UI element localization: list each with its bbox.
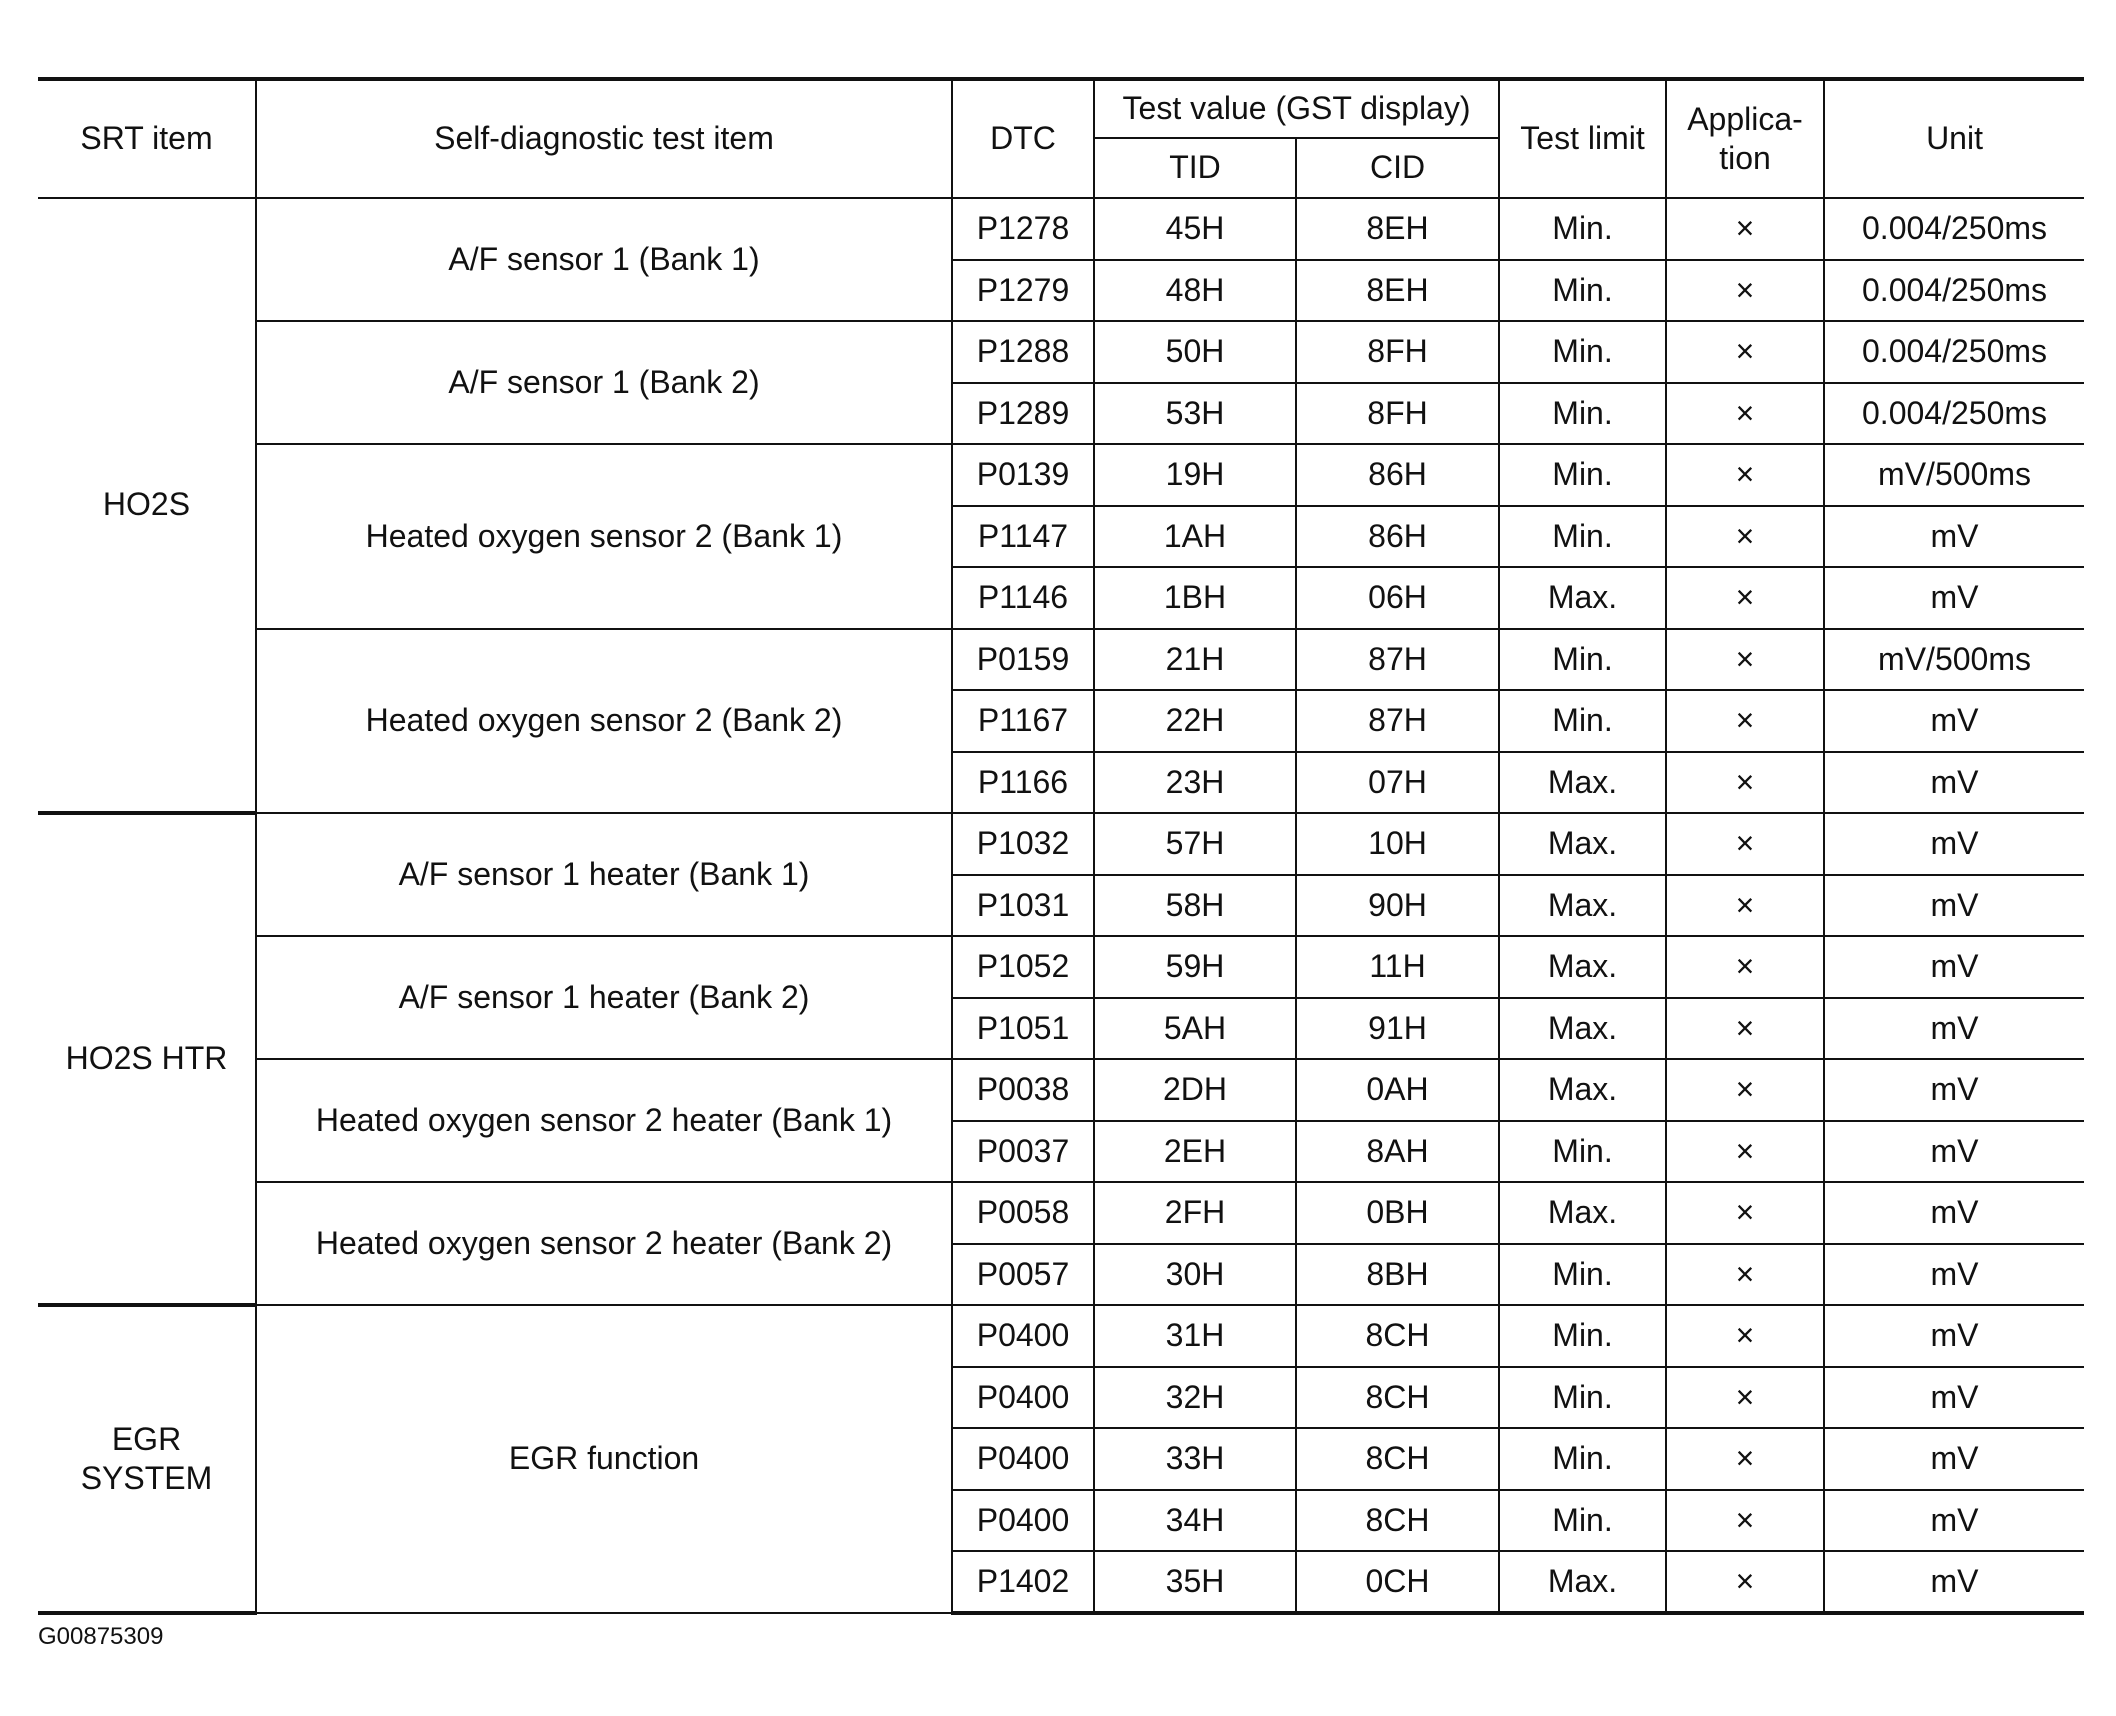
cid-cell: 8FH xyxy=(1296,383,1499,445)
cid-cell: 0BH xyxy=(1296,1182,1499,1244)
test-limit-cell: Min. xyxy=(1499,1121,1666,1183)
dtc-cell: P1279 xyxy=(952,260,1094,322)
header-unit: Unit xyxy=(1824,79,2084,198)
cid-cell: 8BH xyxy=(1296,1244,1499,1306)
application-cell: × xyxy=(1666,629,1824,691)
dtc-cell: P1167 xyxy=(952,690,1094,752)
application-cell: × xyxy=(1666,1182,1824,1244)
dtc-cell: P1166 xyxy=(952,752,1094,814)
tid-cell: 34H xyxy=(1094,1490,1296,1552)
dtc-cell: P1288 xyxy=(952,321,1094,383)
unit-cell: mV/500ms xyxy=(1824,629,2084,691)
unit-cell: mV xyxy=(1824,1551,2084,1613)
unit-cell: 0.004/250ms xyxy=(1824,321,2084,383)
unit-cell: mV xyxy=(1824,752,2084,814)
unit-cell: mV xyxy=(1824,998,2084,1060)
test-limit-cell: Min. xyxy=(1499,1367,1666,1429)
tid-cell: 23H xyxy=(1094,752,1296,814)
tid-cell: 2EH xyxy=(1094,1121,1296,1183)
tid-cell: 1AH xyxy=(1094,506,1296,568)
application-cell: × xyxy=(1666,752,1824,814)
figure-id: G00875309 xyxy=(38,1623,164,1650)
table-row xyxy=(38,813,2084,875)
unit-cell: mV xyxy=(1824,567,2084,629)
table-row xyxy=(38,444,2084,506)
unit-cell: mV/500ms xyxy=(1824,444,2084,506)
test-limit-cell: Min. xyxy=(1499,1490,1666,1552)
unit-cell: mV xyxy=(1824,1367,2084,1429)
tid-cell: 58H xyxy=(1094,875,1296,937)
cid-cell: 8EH xyxy=(1296,260,1499,322)
test-limit-cell: Max. xyxy=(1499,875,1666,937)
header-application: Applica- tion xyxy=(1666,79,1824,198)
test-limit-cell: Min. xyxy=(1499,198,1666,260)
test-limit-cell: Min. xyxy=(1499,444,1666,506)
header-cid: CID xyxy=(1296,138,1499,198)
application-cell: × xyxy=(1666,1305,1824,1367)
tid-cell: 45H xyxy=(1094,198,1296,260)
cid-cell: 8CH xyxy=(1296,1305,1499,1367)
table-row xyxy=(38,936,2084,998)
table-row xyxy=(38,629,2084,691)
dtc-cell: P0159 xyxy=(952,629,1094,691)
tid-cell: 31H xyxy=(1094,1305,1296,1367)
header-test-limit: Test limit xyxy=(1499,79,1666,198)
application-cell: × xyxy=(1666,1244,1824,1306)
dtc-cell: P1031 xyxy=(952,875,1094,937)
header-row xyxy=(38,79,2084,138)
test-item-cell: Heated oxygen sensor 2 (Bank 1) xyxy=(256,444,952,629)
unit-cell: mV xyxy=(1824,1182,2084,1244)
cid-cell: 87H xyxy=(1296,629,1499,691)
table-row xyxy=(38,1059,2084,1121)
dtc-cell: P0038 xyxy=(952,1059,1094,1121)
test-limit-cell: Max. xyxy=(1499,998,1666,1060)
unit-cell: mV xyxy=(1824,506,2084,568)
test-limit-cell: Min. xyxy=(1499,1305,1666,1367)
dtc-cell: P1289 xyxy=(952,383,1094,445)
srt-item-cell: EGR SYSTEM xyxy=(38,1305,256,1613)
tid-cell: 1BH xyxy=(1094,567,1296,629)
application-cell: × xyxy=(1666,506,1824,568)
dtc-cell: P0139 xyxy=(952,444,1094,506)
dtc-cell: P0057 xyxy=(952,1244,1094,1306)
dtc-cell: P1146 xyxy=(952,567,1094,629)
unit-cell: mV xyxy=(1824,1059,2084,1121)
tid-cell: 48H xyxy=(1094,260,1296,322)
dtc-cell: P0400 xyxy=(952,1367,1094,1429)
table-row xyxy=(38,1305,2084,1367)
application-cell: × xyxy=(1666,690,1824,752)
test-limit-cell: Min. xyxy=(1499,629,1666,691)
application-cell: × xyxy=(1666,998,1824,1060)
application-cell: × xyxy=(1666,936,1824,998)
cid-cell: 0CH xyxy=(1296,1551,1499,1613)
test-item-cell: A/F sensor 1 heater (Bank 2) xyxy=(256,936,952,1059)
application-cell: × xyxy=(1666,1367,1824,1429)
tid-cell: 19H xyxy=(1094,444,1296,506)
header-test-value: Test value (GST display) xyxy=(1094,79,1499,138)
test-limit-cell: Min. xyxy=(1499,260,1666,322)
tid-cell: 32H xyxy=(1094,1367,1296,1429)
tid-cell: 5AH xyxy=(1094,998,1296,1060)
unit-cell: mV xyxy=(1824,1121,2084,1183)
unit-cell: mV xyxy=(1824,813,2084,875)
tid-cell: 35H xyxy=(1094,1551,1296,1613)
cid-cell: 8FH xyxy=(1296,321,1499,383)
table-row xyxy=(38,1182,2084,1244)
test-limit-cell: Min. xyxy=(1499,1428,1666,1490)
test-item-cell: Heated oxygen sensor 2 (Bank 2) xyxy=(256,629,952,814)
test-limit-cell: Max. xyxy=(1499,813,1666,875)
unit-cell: 0.004/250ms xyxy=(1824,260,2084,322)
tid-cell: 33H xyxy=(1094,1428,1296,1490)
test-limit-cell: Max. xyxy=(1499,1551,1666,1613)
cid-cell: 06H xyxy=(1296,567,1499,629)
cid-cell: 8CH xyxy=(1296,1367,1499,1429)
test-limit-cell: Min. xyxy=(1499,383,1666,445)
header-self-diagnostic-item: Self-diagnostic test item xyxy=(256,79,952,198)
tid-cell: 22H xyxy=(1094,690,1296,752)
cid-cell: 10H xyxy=(1296,813,1499,875)
unit-cell: mV xyxy=(1824,936,2084,998)
cid-cell: 90H xyxy=(1296,875,1499,937)
unit-cell: 0.004/250ms xyxy=(1824,198,2084,260)
cid-cell: 8CH xyxy=(1296,1490,1499,1552)
test-limit-cell: Max. xyxy=(1499,752,1666,814)
cid-cell: 8AH xyxy=(1296,1121,1499,1183)
application-cell: × xyxy=(1666,1428,1824,1490)
dtc-cell: P1052 xyxy=(952,936,1094,998)
dtc-cell: P0037 xyxy=(952,1121,1094,1183)
application-cell: × xyxy=(1666,198,1824,260)
test-item-cell: Heated oxygen sensor 2 heater (Bank 2) xyxy=(256,1182,952,1305)
dtc-cell: P0058 xyxy=(952,1182,1094,1244)
test-limit-cell: Min. xyxy=(1499,690,1666,752)
dtc-cell: P0400 xyxy=(952,1490,1094,1552)
srt-item-cell: HO2S xyxy=(38,198,256,813)
unit-cell: mV xyxy=(1824,1428,2084,1490)
tid-cell: 50H xyxy=(1094,321,1296,383)
test-item-cell: A/F sensor 1 heater (Bank 1) xyxy=(256,813,952,936)
table-row xyxy=(38,321,2084,383)
cid-cell: 86H xyxy=(1296,444,1499,506)
application-cell: × xyxy=(1666,1059,1824,1121)
tid-cell: 30H xyxy=(1094,1244,1296,1306)
test-limit-cell: Min. xyxy=(1499,1244,1666,1306)
test-item-cell: EGR function xyxy=(256,1305,952,1613)
application-cell: × xyxy=(1666,1121,1824,1183)
cid-cell: 8CH xyxy=(1296,1428,1499,1490)
dtc-cell: P1147 xyxy=(952,506,1094,568)
table-body xyxy=(38,198,2084,1613)
test-item-cell: A/F sensor 1 (Bank 2) xyxy=(256,321,952,444)
dtc-cell: P1278 xyxy=(952,198,1094,260)
dtc-cell: P1402 xyxy=(952,1551,1094,1613)
cid-cell: 86H xyxy=(1296,506,1499,568)
application-cell: × xyxy=(1666,1551,1824,1613)
header-dtc: DTC xyxy=(952,79,1094,198)
application-cell: × xyxy=(1666,813,1824,875)
dtc-cell: P1051 xyxy=(952,998,1094,1060)
application-cell: × xyxy=(1666,321,1824,383)
application-cell: × xyxy=(1666,383,1824,445)
unit-cell: mV xyxy=(1824,1490,2084,1552)
application-cell: × xyxy=(1666,260,1824,322)
dtc-cell: P1032 xyxy=(952,813,1094,875)
test-limit-cell: Min. xyxy=(1499,321,1666,383)
application-cell: × xyxy=(1666,567,1824,629)
header-srt-item: SRT item xyxy=(38,79,256,198)
tid-cell: 2DH xyxy=(1094,1059,1296,1121)
unit-cell: mV xyxy=(1824,1244,2084,1306)
tid-cell: 57H xyxy=(1094,813,1296,875)
tid-cell: 21H xyxy=(1094,629,1296,691)
dtc-cell: P0400 xyxy=(952,1428,1094,1490)
cid-cell: 8EH xyxy=(1296,198,1499,260)
dtc-cell: P0400 xyxy=(952,1305,1094,1367)
table-row xyxy=(38,198,2084,260)
test-limit-cell: Max. xyxy=(1499,936,1666,998)
cid-cell: 07H xyxy=(1296,752,1499,814)
unit-cell: mV xyxy=(1824,690,2084,752)
cid-cell: 11H xyxy=(1296,936,1499,998)
cid-cell: 0AH xyxy=(1296,1059,1499,1121)
tid-cell: 53H xyxy=(1094,383,1296,445)
unit-cell: 0.004/250ms xyxy=(1824,383,2084,445)
test-item-cell: Heated oxygen sensor 2 heater (Bank 1) xyxy=(256,1059,952,1182)
srt-diagnostic-table xyxy=(38,77,2084,1615)
test-limit-cell: Min. xyxy=(1499,506,1666,568)
application-cell: × xyxy=(1666,875,1824,937)
tid-cell: 59H xyxy=(1094,936,1296,998)
unit-cell: mV xyxy=(1824,1305,2084,1367)
cid-cell: 91H xyxy=(1296,998,1499,1060)
srt-item-cell: HO2S HTR xyxy=(38,813,256,1305)
header-tid: TID xyxy=(1094,138,1296,198)
cid-cell: 87H xyxy=(1296,690,1499,752)
tid-cell: 2FH xyxy=(1094,1182,1296,1244)
unit-cell: mV xyxy=(1824,875,2084,937)
test-limit-cell: Max. xyxy=(1499,1182,1666,1244)
test-limit-cell: Max. xyxy=(1499,567,1666,629)
test-limit-cell: Max. xyxy=(1499,1059,1666,1121)
application-cell: × xyxy=(1666,1490,1824,1552)
test-item-cell: A/F sensor 1 (Bank 1) xyxy=(256,198,952,321)
application-cell: × xyxy=(1666,444,1824,506)
